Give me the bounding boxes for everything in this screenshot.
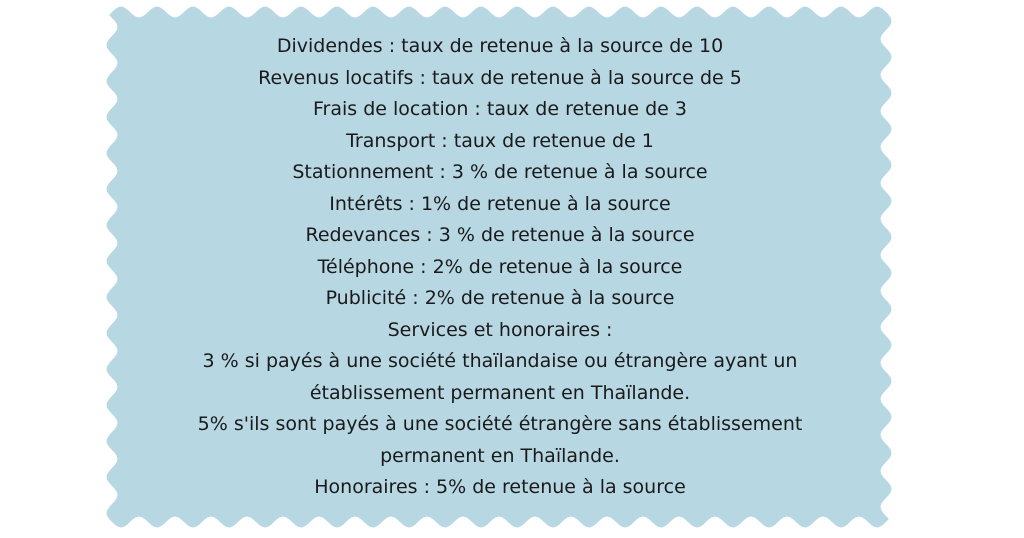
text-line-dividendes: Dividendes : taux de retenue à la source de 10 <box>276 35 724 57</box>
text-line-redevances: Redevances : 3 % de retenue à la source <box>305 224 695 246</box>
text-line-publicite: Publicité : 2% de retenue à la source <box>325 287 675 309</box>
text-line-frais-de-location: Frais de location : taux de retenue de 3 <box>313 98 687 120</box>
text-line-interets: Intérêts : 1% de retenue à la source <box>329 192 671 215</box>
text-line-services-5-percent-cont: permanent en Thaïlande. <box>380 444 620 467</box>
text-line-services-5-percent: 5% s'ils sont payés à une société étrangère sans établissement <box>197 413 803 435</box>
text-line-services-3-percent: 3 % si payés à une société thaïlandaise ou étrangère ayant un <box>202 350 798 372</box>
text-line-services-heading: Services et honoraires : <box>387 318 613 341</box>
withholding-tax-list <box>150 31 850 504</box>
text-line-transport: Transport : taux de retenue de 1 <box>346 129 654 152</box>
text-line-revenus-locatifs: Revenus locatifs : taux de retenue à la source de 5 <box>258 66 742 89</box>
text-line-services-3-percent-cont: établissement permanent en Thaïlande. <box>309 381 691 404</box>
text-line-honoraires: Honoraires : 5% de retenue à la source <box>314 476 686 498</box>
text-line-telephone: Téléphone : 2% de retenue à la source <box>317 255 683 278</box>
text-line-stationnement: Stationnement : 3 % de retenue à la source <box>292 161 708 183</box>
